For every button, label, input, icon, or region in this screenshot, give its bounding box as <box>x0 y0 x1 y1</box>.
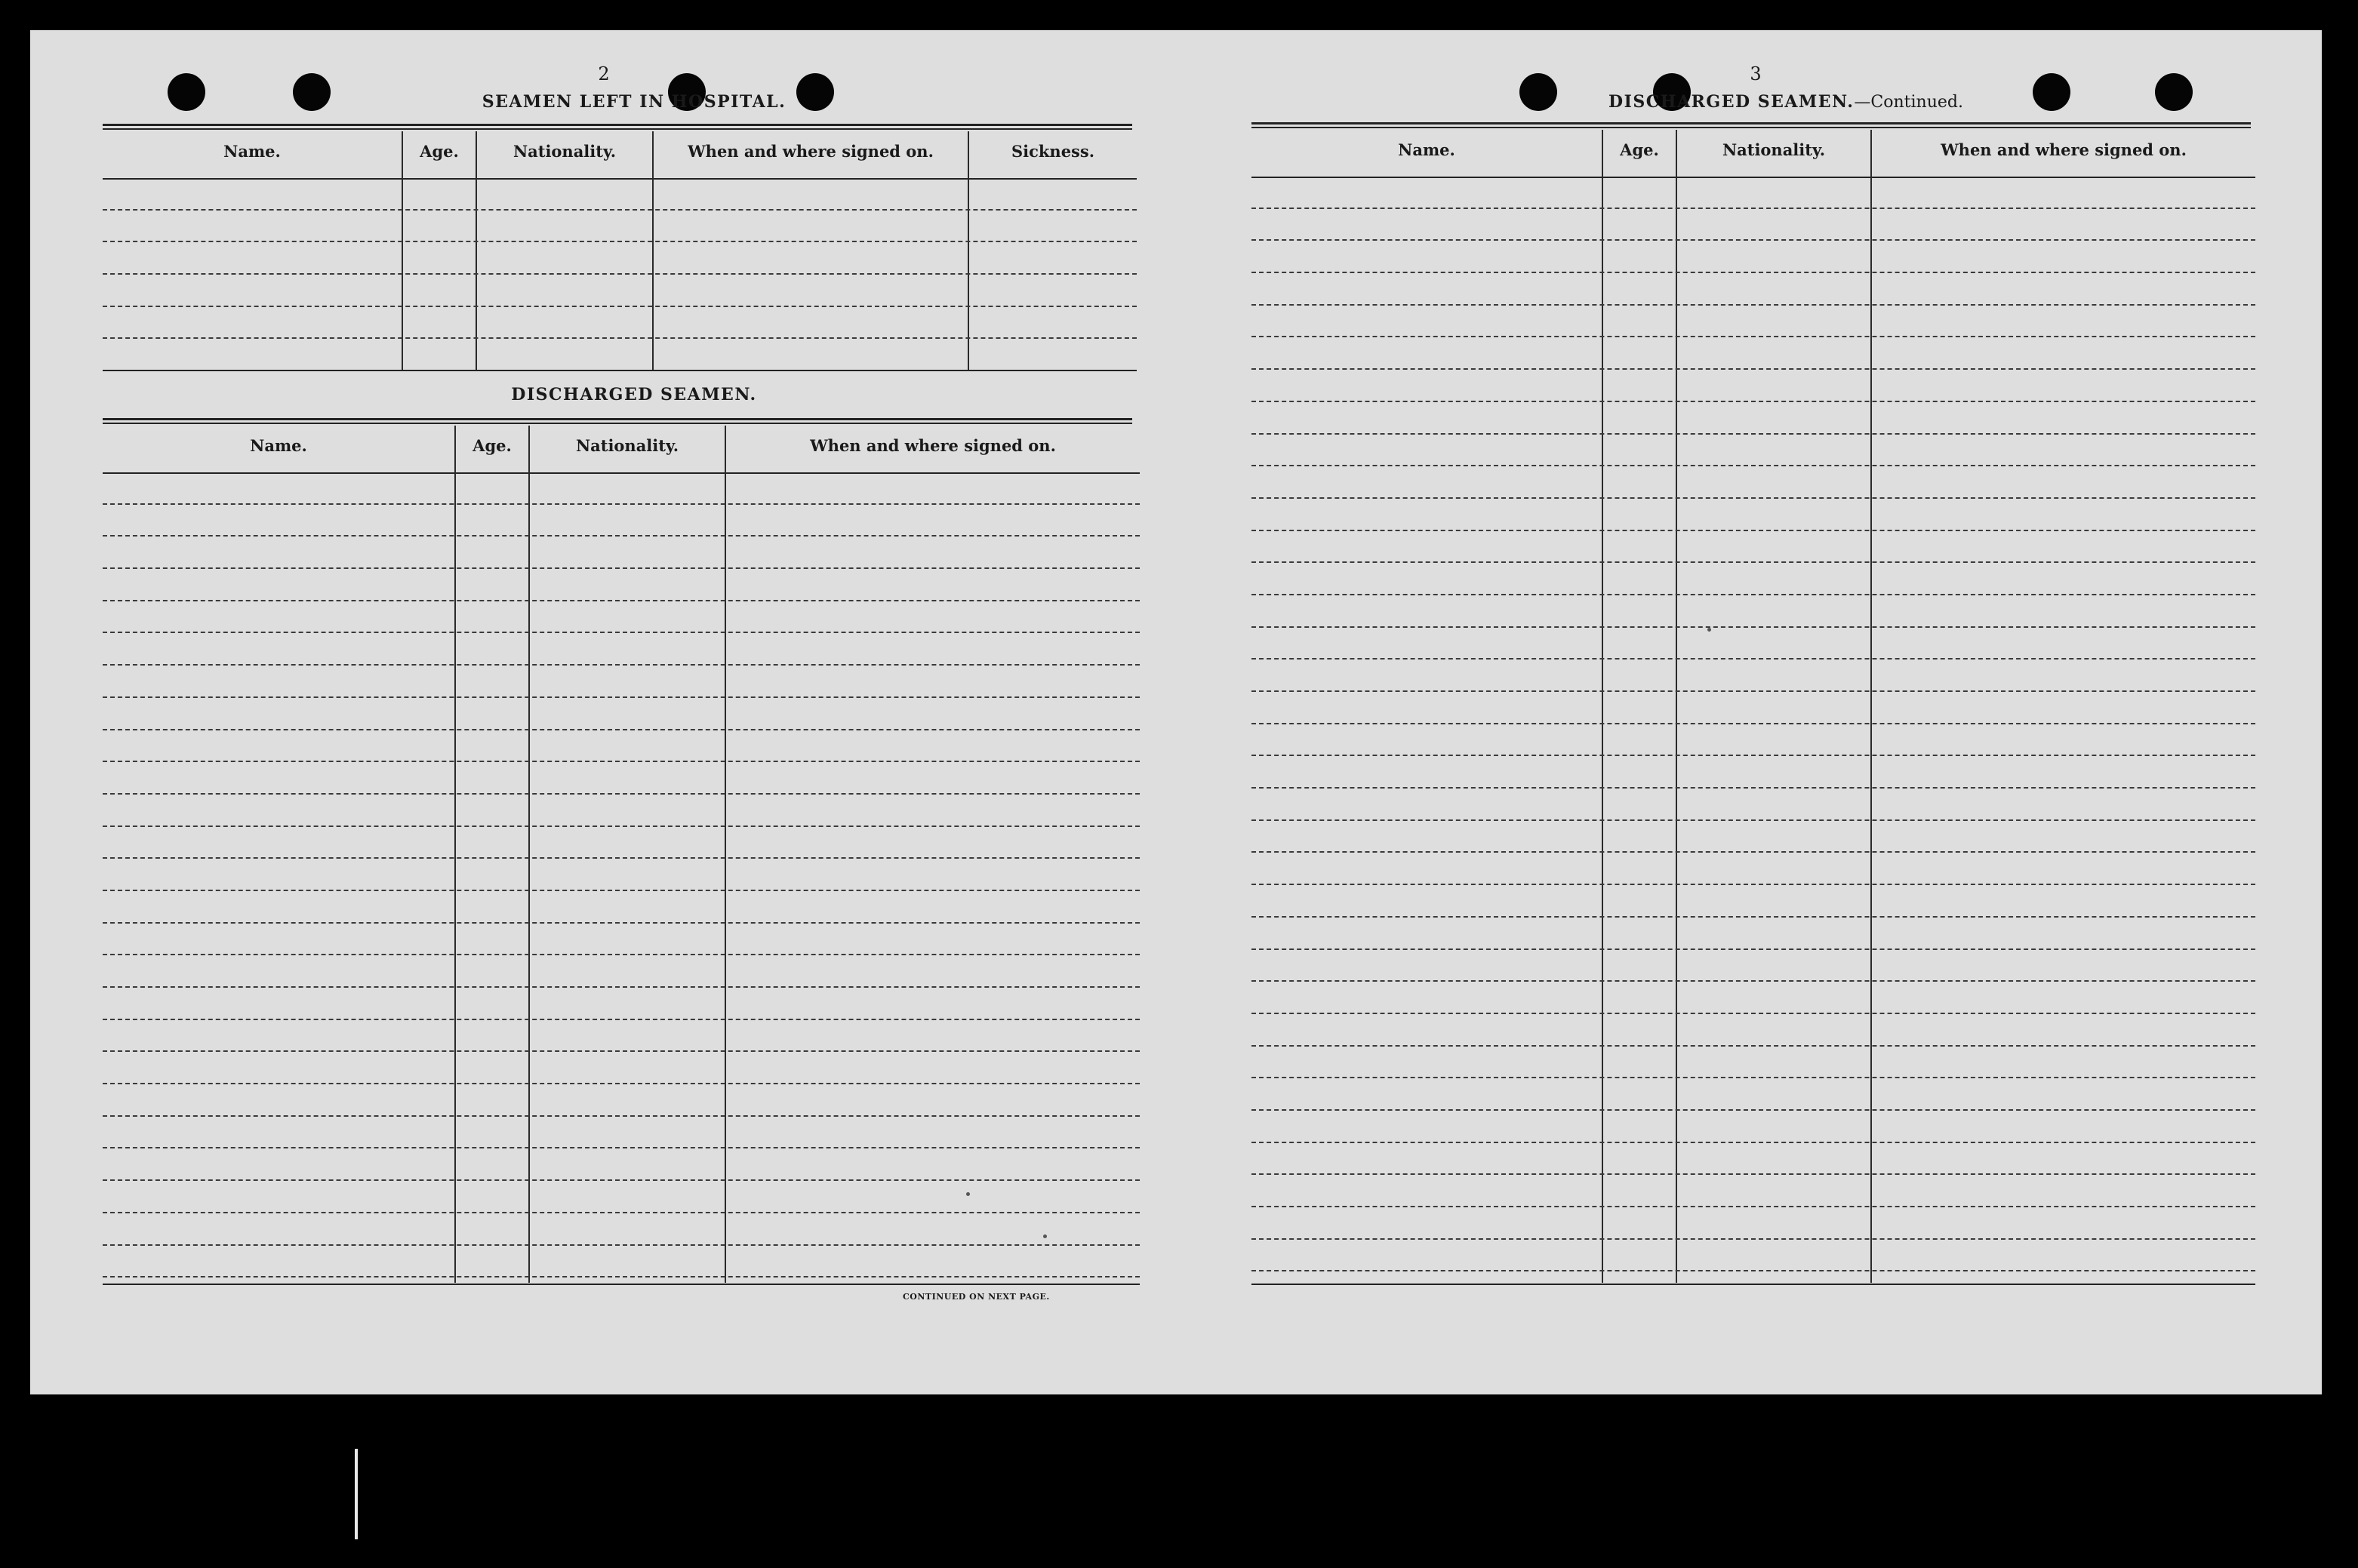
col-header-sickness: Sickness. <box>1011 142 1095 161</box>
table-row <box>103 988 1140 1020</box>
table-row <box>1251 692 2255 724</box>
table-rows <box>103 472 1140 1283</box>
table-row <box>103 698 1140 730</box>
table-row <box>103 730 1140 763</box>
table-row <box>103 275 1137 307</box>
table-row <box>1251 1175 2255 1207</box>
table-row <box>103 178 1137 211</box>
table-rows <box>1251 177 2255 1283</box>
col-header-age: Age. <box>1620 140 1659 159</box>
section-rule <box>103 124 1132 130</box>
table-row <box>1251 659 2255 692</box>
table-row <box>103 505 1140 537</box>
table-row <box>103 307 1137 340</box>
table-row <box>103 211 1137 243</box>
table-row <box>103 827 1140 859</box>
table-row <box>1251 402 2255 435</box>
section-title-hospital: SEAMEN LEFT IN HOSPITAL. <box>482 92 787 112</box>
col-header-signed-on: When and where signed on. <box>810 436 1056 455</box>
table-row <box>1251 337 2255 370</box>
scan-artifact <box>355 1449 358 1539</box>
section-title-text: DISCHARGED SEAMEN. <box>1608 92 1855 112</box>
table-row <box>1251 1078 2255 1111</box>
table-row <box>103 1213 1140 1246</box>
col-header-nationality: Nationality. <box>575 436 679 455</box>
table-row <box>1251 273 2255 306</box>
section-title-suffix: —Continued. <box>1854 93 1963 112</box>
punch-hole <box>2155 73 2193 111</box>
scan-speck <box>966 1192 970 1196</box>
table-row <box>103 955 1140 988</box>
table-row <box>103 1181 1140 1213</box>
table-row <box>1251 1111 2255 1143</box>
table-row <box>103 666 1140 698</box>
col-header-name: Name. <box>250 436 307 455</box>
table-row <box>103 924 1140 956</box>
table-row <box>1251 595 2255 628</box>
table-row <box>103 1084 1140 1117</box>
table-row <box>103 1052 1140 1084</box>
table-row <box>1251 628 2255 660</box>
col-header-name: Name. <box>1398 140 1455 159</box>
col-header-nationality: Nationality. <box>1722 140 1826 159</box>
table-row <box>103 1020 1140 1053</box>
table-row <box>1251 435 2255 467</box>
table-row <box>1251 1143 2255 1176</box>
table-row <box>103 1246 1140 1278</box>
table-row <box>1251 563 2255 595</box>
table-row <box>103 891 1140 924</box>
discharged-table <box>103 426 1140 1283</box>
table-rows <box>103 178 1137 370</box>
table-row <box>103 1148 1140 1181</box>
table-bottom-rule <box>103 1284 1140 1285</box>
table-row <box>1251 177 2255 209</box>
page-number-right: 3 <box>1750 63 1762 85</box>
col-header-age: Age. <box>473 436 512 455</box>
table-row <box>1251 724 2255 757</box>
table-row <box>1251 306 2255 338</box>
table-row <box>103 569 1140 601</box>
table-row <box>103 472 1140 505</box>
hospital-table <box>103 131 1137 370</box>
table-row <box>103 339 1137 371</box>
discharged-continued-table <box>1251 130 2255 1283</box>
table-row <box>1251 756 2255 789</box>
table-row <box>1251 1014 2255 1047</box>
table-row <box>1251 209 2255 241</box>
col-header-nationality: Nationality. <box>513 142 617 161</box>
scan-speck <box>1043 1234 1047 1238</box>
table-row <box>1251 918 2255 950</box>
table-bottom-rule <box>1251 1284 2255 1285</box>
punch-hole <box>168 73 205 111</box>
table-row <box>1251 1240 2255 1272</box>
section-rule <box>1251 122 2251 128</box>
col-header-name: Name. <box>223 142 281 161</box>
table-row <box>103 762 1140 795</box>
continued-note: CONTINUED ON NEXT PAGE. <box>903 1292 1050 1302</box>
table-row <box>1251 950 2255 982</box>
table-row <box>103 1117 1140 1149</box>
table-row <box>1251 466 2255 499</box>
col-header-signed-on: When and where signed on. <box>1941 140 2187 159</box>
section-title-discharged-continued <box>1454 92 2118 112</box>
table-row <box>103 633 1140 666</box>
table-row <box>103 795 1140 827</box>
table-row <box>1251 821 2255 853</box>
table-row <box>1251 853 2255 885</box>
section-title-discharged: DISCHARGED SEAMEN. <box>511 385 757 404</box>
table-row <box>1251 499 2255 531</box>
table-row <box>103 242 1137 275</box>
table-row <box>1251 982 2255 1014</box>
table-row <box>1251 241 2255 273</box>
table-row <box>1251 1047 2255 1079</box>
page-number-left: 2 <box>598 63 610 85</box>
scan-speck <box>1707 628 1711 632</box>
col-header-age: Age. <box>420 142 459 161</box>
section-rule <box>103 418 1132 424</box>
table-row <box>1251 885 2255 918</box>
table-row <box>1251 531 2255 564</box>
document-spread <box>30 30 2322 1394</box>
col-header-signed-on: When and where signed on. <box>688 142 934 161</box>
table-row <box>1251 1207 2255 1240</box>
table-row <box>103 537 1140 569</box>
table-row <box>1251 370 2255 402</box>
table-row <box>103 601 1140 634</box>
table-row <box>103 859 1140 891</box>
table-row <box>1251 789 2255 821</box>
